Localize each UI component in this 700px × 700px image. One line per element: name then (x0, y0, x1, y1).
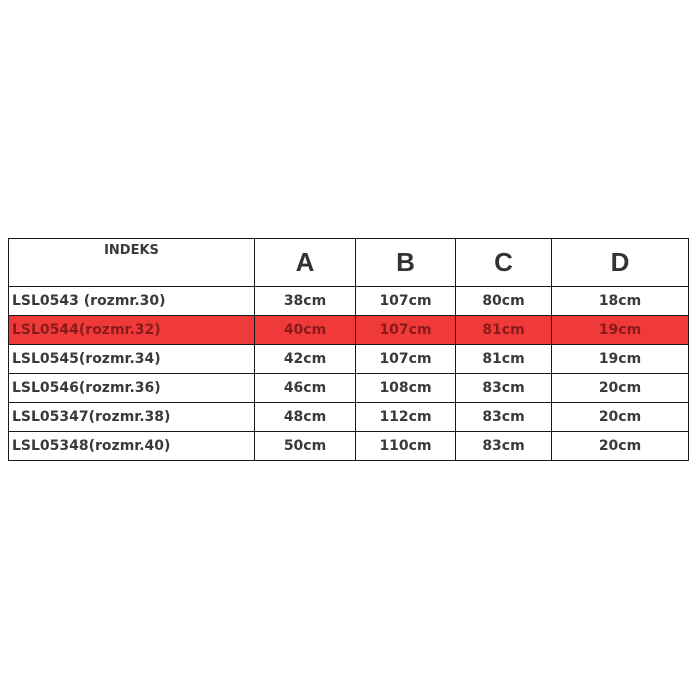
cell-a: 48cm (255, 403, 356, 432)
size-table (8, 238, 689, 461)
cell-b: 110cm (356, 432, 456, 461)
cell-index: LSL0545(rozmr.34) (9, 345, 255, 374)
table-row (9, 403, 689, 432)
cell-b: 107cm (356, 316, 456, 345)
cell-b: 107cm (356, 345, 456, 374)
cell-c: 80cm (456, 287, 552, 316)
cell-index: LSL05347(rozmr.38) (9, 403, 255, 432)
cell-index: LSL0543 (rozmr.30) (9, 287, 255, 316)
cell-c: 83cm (456, 374, 552, 403)
table-row (9, 287, 689, 316)
cell-c: 83cm (456, 403, 552, 432)
cell-d: 19cm (552, 316, 689, 345)
cell-b: 108cm (356, 374, 456, 403)
cell-b: 107cm (356, 287, 456, 316)
cell-d: 20cm (552, 432, 689, 461)
header-c: C (456, 239, 552, 287)
header-a: A (255, 239, 356, 287)
cell-a: 50cm (255, 432, 356, 461)
cell-a: 42cm (255, 345, 356, 374)
header-b: B (356, 239, 456, 287)
cell-a: 46cm (255, 374, 356, 403)
header-row (9, 239, 689, 287)
cell-d: 20cm (552, 374, 689, 403)
table-row (9, 432, 689, 461)
header-d: D (552, 239, 689, 287)
table-row-highlighted (9, 316, 689, 345)
cell-d: 18cm (552, 287, 689, 316)
cell-d: 20cm (552, 403, 689, 432)
cell-c: 81cm (456, 316, 552, 345)
table-row (9, 374, 689, 403)
header-indeks: INDEKS (9, 239, 255, 287)
cell-c: 83cm (456, 432, 552, 461)
cell-index: LSL05348(rozmr.40) (9, 432, 255, 461)
cell-c: 81cm (456, 345, 552, 374)
cell-index: LSL0546(rozmr.36) (9, 374, 255, 403)
table-row (9, 345, 689, 374)
cell-a: 38cm (255, 287, 356, 316)
cell-d: 19cm (552, 345, 689, 374)
cell-index: LSL0544(rozmr.32) (9, 316, 255, 345)
cell-a: 40cm (255, 316, 356, 345)
cell-b: 112cm (356, 403, 456, 432)
